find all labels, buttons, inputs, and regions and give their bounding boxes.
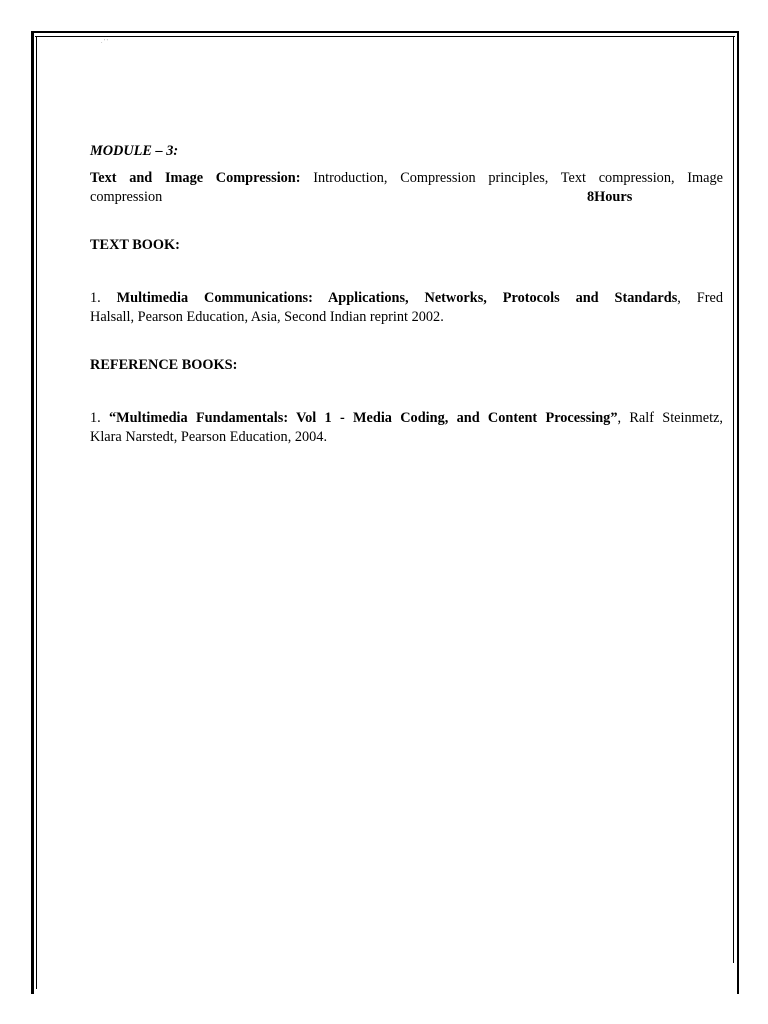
reference-book-item-title: “Multimedia Fundamentals: Vol 1 - Media Coding, and Content Processing” [109, 410, 618, 426]
module-topics-line2-row [90, 188, 723, 207]
page-border-left-inner [36, 36, 37, 989]
page-border-top-inner [35, 36, 735, 37]
text-book-item-line2: Halsall, Pearson Education, Asia, Second Indian reprint 2002. [90, 309, 444, 325]
text-book-item-title: Multimedia Communications: Applications, Networks, Protocols and Standards [116, 290, 678, 306]
reference-books-heading: REFERENCE BOOKS: [90, 357, 238, 373]
module-hours: 8Hours [587, 189, 633, 205]
text-book-item-number: 1. [90, 290, 101, 306]
text-book-item [90, 289, 723, 327]
page-border-left [31, 31, 34, 994]
page-border-right-inner [733, 36, 734, 963]
page-border-right [737, 31, 739, 994]
module-topics-line2: compression [90, 189, 163, 205]
reference-book-item-number: 1. [90, 410, 101, 426]
reference-book-item [90, 409, 723, 447]
module-heading: MODULE – 3: [90, 143, 179, 159]
scan-specks: . ' ' [101, 39, 108, 45]
page-border-top [31, 31, 739, 33]
document-content [90, 142, 723, 447]
module-topics-line1: Introduction, Compression principles, Text compression, Image [300, 170, 723, 186]
reference-book-item-line2: Klara Narstedt, Pearson Education, 2004. [90, 429, 328, 445]
text-book-heading: TEXT BOOK: [90, 237, 180, 253]
text-book-item-line1 [90, 289, 723, 308]
module-title: Text and Image Compression: [90, 170, 301, 186]
module-topics [90, 169, 723, 188]
reference-book-item-line1 [90, 409, 723, 428]
reference-book-item-rest1: , Ralf Steinmetz, [617, 410, 723, 426]
text-book-item-rest1: , Fred [677, 290, 723, 306]
